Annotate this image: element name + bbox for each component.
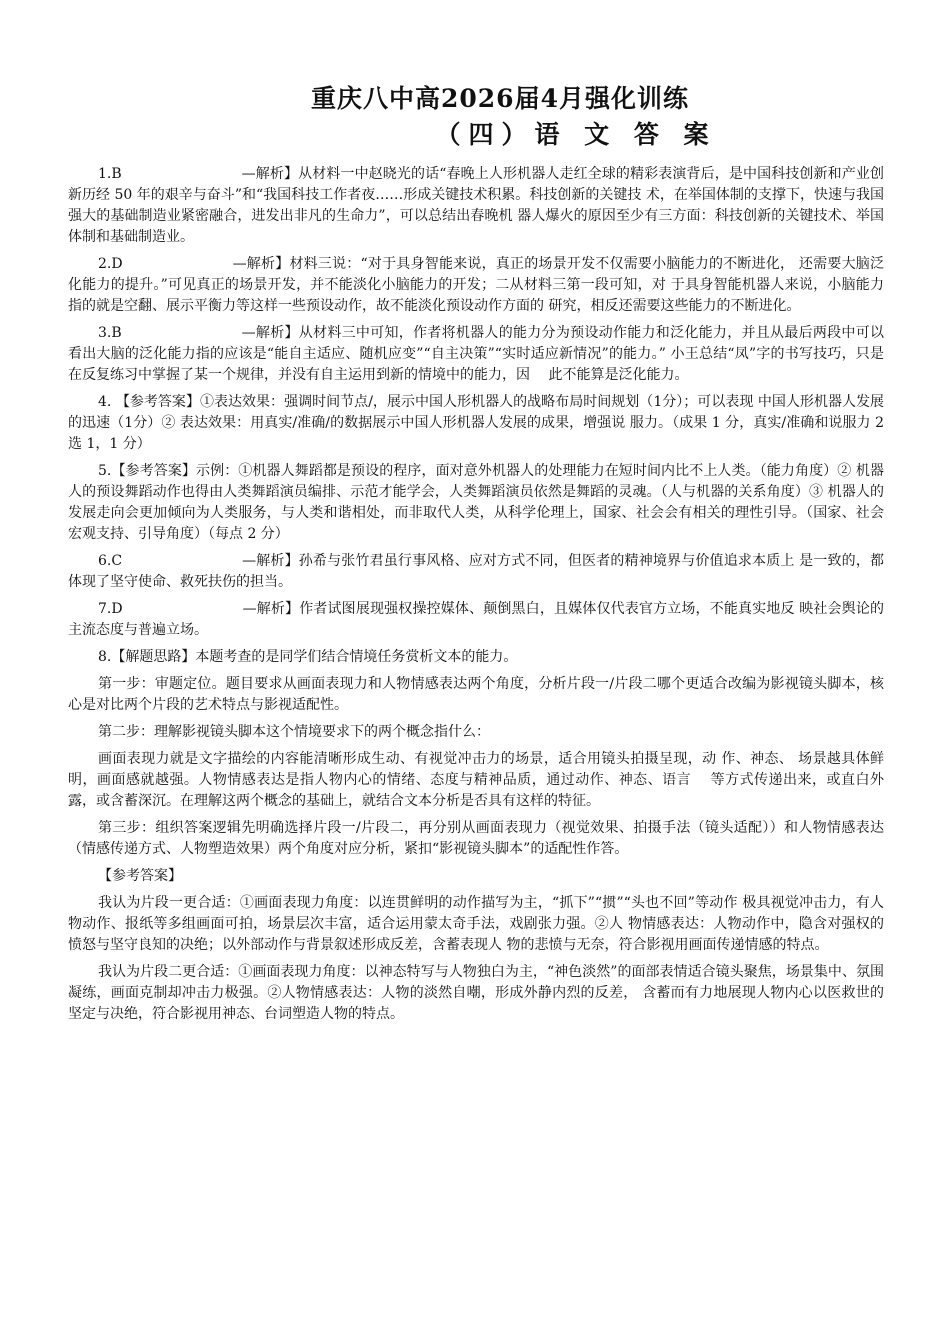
answer-lead: 8. — [98, 649, 112, 665]
answer-body: —解析】从材料三中可知，作者将机器人的能力分为预设动作能力和泛化能力，并且从最后两段中可以看出大脑的泛化能力指的应该是“能自主适应、随机应变”“自主决策”“实时适应新情况”的能力。” 小王总结“凤”字的书写技巧，只是在反复练习中掌握了某一个规律，并没有自主运用到新的情境中的能力，因 此不能算是泛化能力。 — [68, 325, 884, 383]
answer-8 — [68, 647, 884, 668]
answer-lead: 2.D — [98, 256, 123, 272]
answer-body: —解析】作者试图展现强权操控媒体、颠倒黑白，且媒体仅代表官方立场，不能真实地反 映社会舆论的主流态度与普遍立场。 — [68, 601, 884, 638]
answer-3 — [68, 323, 884, 386]
step-3: 第三步：组织答案逻辑先明确选择片段一/片段二，再分别从画面表现力（视觉效果、拍摄手法（镜头适配））和人物情感表达（情感传递方式、人物塑造效果）两个角度对应分析，紧扣“影视镜头脚本”的适配性作答。 — [68, 820, 884, 857]
answer-lead: 3.B — [98, 325, 122, 341]
reference-answer-option-1: 我认为片段一更合适：①画面表现力角度：以连贯鲜明的动作描写为主，“抓下”“掼”“头也不回”等动作 极具视觉冲击力，有人物动作、报纸等多组画面可拍，场景层次丰富，适合运用蒙太奇手法，戏剧张力强。②人 物情感表达：人物动作中，隐含对强权的愤怒与坚守良知的决绝；以外部动作与背景叙述形成反差，含蓄表现人 物的悲愤与无奈，符合影视用画面传递情感的特点。 — [68, 895, 884, 953]
answer-7 — [68, 599, 884, 641]
answer-lead: 1.B — [98, 166, 122, 182]
answer-5 — [68, 461, 884, 545]
reference-answer-option-2: 我认为片段二更合适：①画面表现力角度：以神态特写与人物独白为主，“神色淡然”的面部表情适合镜头聚焦，场景集中、氛围凝练，画面克制却冲击力极强。②人物情感表达：人物的淡然自嘲，形成外静内烈的反差， 含蓄而有力地展现人物内心以医救世的坚定与决绝，符合影视用神态、台词塑造人物的特点。 — [68, 964, 884, 1022]
concept-explanation: 画面表现力就是文字描绘的内容能清晰形成生动、有视觉冲击力的场景，适合用镜头拍摄呈现，动 作、神态、 场景越具体鲜明，画面感就越强。人物情感表达是指人物内心的情绪、态度与精神品质，通过动作、神态、语言 等方式传递出来，或直白外露，或含蓄深沉。在理解这两个概念的基础上，就结合文本分析是否具有这样的特征。 — [68, 751, 884, 809]
answer-sheet — [68, 82, 884, 1031]
answer-body: —解析】从材料一中赵晓光的话“春晚上人形机器人走红全球的精彩表演背后，是中国科技创新和产业创新历经 50 年的艰辛与奋斗”和“我国科技工作者夜……形成关键技术积累。科技创新的关键技 术，在举国体制的支撑下，快速与我国强大的基础制造业紧密融合，进发出非凡的生命力”，可以总结出春晚机 器人爆火的原因至少有三方面：科技创新的关键技术、举国体制和基础制造业。 — [68, 166, 884, 245]
answer-body: 【参考答案】①表达效果：强调时间节点/，展示中国人形机器人的战略布局时间规划（1分）；可以表现 中国人形机器人发展的迅速（1分）② 表达效果：用真实/准确/的数据展示中国人形机器人发展的成果，增强说 服力。（成果 1 分，真实/准确和说服力 2 选 1，1 分） — [68, 394, 885, 452]
answer-1 — [68, 164, 884, 248]
step-2: 第二步：理解影视镜头脚本这个情境要求下的两个概念指什么： — [98, 724, 490, 740]
answer-lead: 4. — [98, 394, 112, 410]
answer-body: 【参考答案】示例：①机器人舞蹈都是预设的程序，面对意外机器人的处理能力在短时间内比不上人类。（能力角度）② 机器人的预设舞蹈动作也得由人类舞蹈演员编排、示范才能学会，人类舞蹈演员依然是舞蹈的灵魂。（人与机器的关系角度）③ 机器人的发展走向会更加倾向为人类服务，与人类和谐相处，而非取代人类，从科学伦理上，国家、社会会有相关的理性引导。（国家、社会宏观支持、引导角度）（每点 2 分） — [68, 463, 884, 542]
answer-body: —解析】材料三说：“对于具身智能来说，真正的场景开发不仅需要小脑能力的不断进化， 还需要大脑泛化能力的提升。”可见真正的场景开发，并不能淡化小脑能力的开发；二从材料三第一段可知，对 于具身智能机器人来说，小脑能力指的就是空翻、展示平衡力等这样一些预设动作，故不能淡化预设动作方面的 研究，相反还需要这些能力的不断进化。 — [68, 256, 884, 314]
step-1: 第一步：审题定位。题目要求从画面表现力和人物情感表达两个角度，分析片段一/片段二哪个更适合改编为影视镜头脚本，核心是对比两个片段的艺术特点与影视适配性。 — [68, 676, 884, 713]
answer-2 — [68, 254, 884, 317]
reference-answer-heading: 【参考答案】 — [98, 868, 182, 884]
answer-body: —解析】孙希与张竹君虽行事风格、应对方式不同，但医者的精神境界与价值追求本质上 是一致的，都体现了坚守使命、救死扶伤的担当。 — [68, 553, 884, 590]
answer-lead: 5. — [98, 463, 112, 479]
answer-body: 【解题思路】本题考查的是同学们结合情境任务赏析文本的能力。 — [111, 649, 518, 665]
document-subtitle: （四）语 文 答 案 — [435, 120, 717, 149]
answer-lead: 7.D — [98, 601, 123, 617]
answer-lead: 6.C — [98, 553, 123, 569]
document-title: 重庆八中高2026届4月强化训练 — [311, 84, 689, 113]
answer-6 — [68, 551, 884, 593]
answer-4 — [68, 392, 884, 455]
